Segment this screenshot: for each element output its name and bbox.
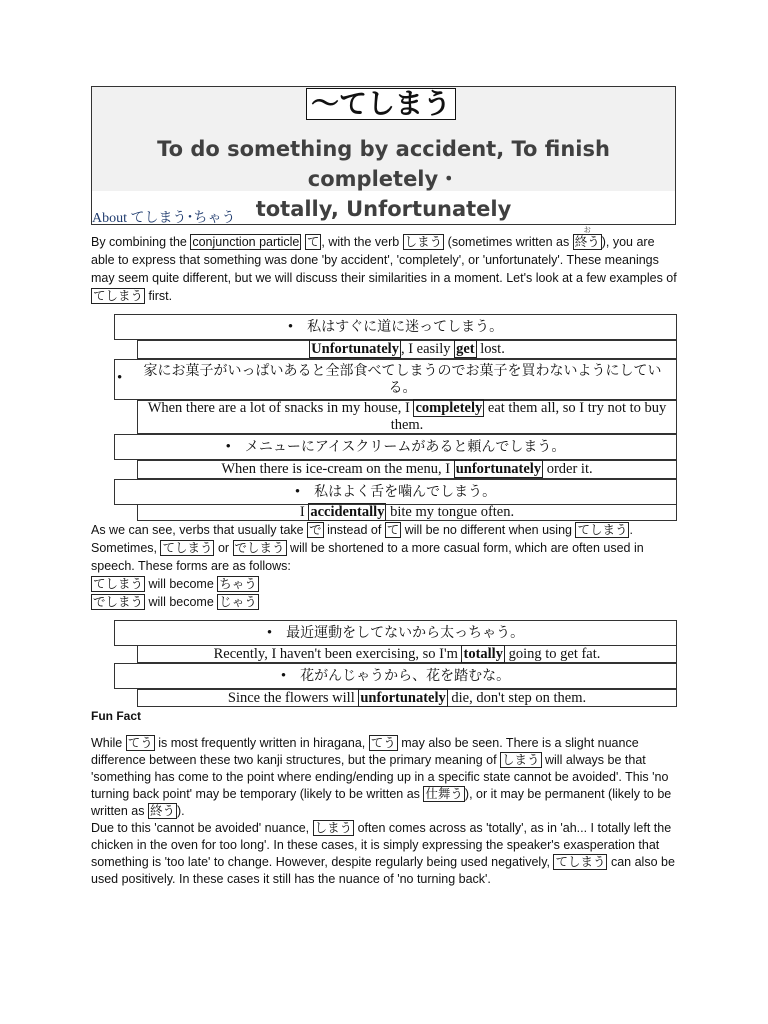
kana: う [587, 235, 600, 249]
en-text: bite my tongue often. [386, 504, 515, 520]
example-jp-row [114, 314, 677, 340]
term-jau[interactable]: じゃう [219, 595, 257, 609]
example-jp-row [114, 479, 677, 505]
bullet: • [294, 483, 301, 500]
casual-text: will be shortened to a more casual form, which are often used in speech. These forms are as follows: [91, 541, 644, 573]
subtitle-line-1: To do something by accident, To finish completely・ [157, 137, 610, 191]
example-jp[interactable]: 最近運動をしてないから太っちゃう。 [286, 624, 525, 641]
term-teshimau[interactable]: てしまう [577, 523, 628, 537]
funfact-heading: Fun Fact [91, 709, 141, 723]
term-shimau[interactable]: しまう [502, 753, 540, 767]
bullet: • [117, 370, 123, 386]
example-en [300, 504, 514, 521]
en-text: , I easily [400, 341, 455, 357]
example-jp-row [114, 434, 677, 460]
term-shimau-kanji[interactable]: 仕舞う [425, 787, 463, 801]
example-en-row [137, 400, 677, 434]
term-te[interactable]: て [306, 235, 320, 249]
example-en-row [137, 460, 677, 479]
example-en-row [137, 689, 677, 707]
example-jp[interactable]: メニューにアイスクリームがあると頼んでしまう。 [244, 438, 566, 455]
example-jp-row [114, 359, 677, 400]
term-shimau[interactable]: しまう [404, 235, 443, 249]
funfact-text: ). [176, 804, 185, 818]
emphasis-word: accidentally [310, 504, 385, 520]
casual-text: . Sometimes, [91, 523, 633, 555]
page-title: 〜てしまう [306, 88, 456, 120]
casual-text: will become [145, 577, 218, 591]
example-jp[interactable]: 家にお菓子がいっぱいあると全部食べてしまうのでお菓子を買わないようにしている。 [143, 362, 662, 396]
example-jp-row [114, 663, 677, 689]
example-en [228, 690, 586, 707]
example-jp[interactable]: 私はすぐに道に迷ってしまう。 [307, 318, 504, 335]
term-deshimau[interactable]: でしまう [234, 541, 285, 555]
term-deshimau[interactable]: でしまう [93, 595, 144, 609]
example-en [309, 341, 505, 358]
intro-text: first. [145, 289, 173, 303]
casual-text: will become [145, 595, 218, 609]
intro-paragraph [91, 227, 681, 305]
example-jp-row [114, 620, 677, 646]
en-text: going to get fat. [504, 645, 601, 662]
term-oshimau[interactable]: 終う [149, 804, 175, 818]
term-teshimau[interactable]: てしまう [93, 289, 144, 303]
lesson-header [91, 86, 676, 225]
emphasis-word: unfortunately [360, 689, 446, 706]
funfact-paragraph [91, 735, 681, 888]
intro-text: By combining the [91, 235, 191, 249]
term-chau[interactable]: ちゃう [219, 577, 257, 591]
term-oshimau[interactable] [573, 227, 602, 250]
subtitle-line-2: totally, Unfortunately [255, 197, 512, 221]
en-text: When there are a lot of snacks in my house, I [147, 400, 414, 416]
example-jp[interactable]: 私はよく舌を噛んでしまう。 [314, 483, 497, 500]
bullet: • [266, 624, 273, 641]
term-te[interactable]: て [386, 523, 400, 537]
funfact-text: While [91, 736, 126, 750]
en-text: eat them all, so I try not to buy them. [390, 400, 667, 433]
about-link[interactable]: About てしまう･ちゃう [92, 211, 236, 226]
example-en-row [137, 645, 677, 663]
en-text: When there is ice-cream on the menu, I [221, 461, 454, 477]
ruby-text: お [583, 227, 591, 234]
emphasis-word: get [456, 341, 475, 357]
example-en [221, 461, 592, 478]
example-en [214, 646, 601, 663]
emphasis-word: totally [463, 645, 503, 662]
emphasis-word: unfortunately [455, 461, 542, 477]
casual-text: or [214, 541, 233, 555]
en-text: Since the flowers will [227, 689, 359, 706]
funfact-text: will always be that 'something has come to the point where ending/ending up in a specific state cannot be avoided'. This 'no turning back point' may be temporary (likely to be written as [91, 753, 669, 801]
term-teu[interactable]: てう [127, 736, 153, 750]
intro-text: ), you are able to express that something was done 'by accident', 'completely', or 'unfortunately'. These meanings may seem quite different, but we will discuss their similarities in a moment. Let's look at a few examples of [91, 235, 677, 285]
intro-text: , with the verb [321, 235, 403, 249]
example-en-row [137, 340, 677, 359]
en-text: order it. [543, 461, 593, 477]
term-teshimau[interactable]: てしまう [93, 577, 144, 591]
funfact-text: often comes across as 'totally', as in 'ah... I totally left the chicken in the oven for too long'. In these cases, it is simply expressing the speaker's exasperation that something is 'too late' to change. However, despite regularly being used negatively, [91, 821, 672, 869]
bullet: • [225, 438, 231, 455]
term-teu[interactable]: てう [370, 736, 396, 750]
example-en [138, 400, 676, 434]
intro-text: (sometimes written as [444, 235, 573, 249]
casual-text: will be no different when using [401, 523, 576, 537]
emphasis-word: Unfortunately [311, 341, 399, 357]
funfact-text: may also be seen. There is a slight nuance difference between these two kanji structures, but the primary meaning of [91, 736, 639, 767]
en-text: die, don't step on them. [447, 689, 587, 706]
funfact-text: is most frequently written in hiragana, [154, 736, 369, 750]
kanji: 終 [574, 235, 588, 249]
casual-text: As we can see, verbs that usually take [91, 523, 308, 537]
casual-text: instead of [323, 523, 385, 537]
funfact-text: can also be used positively. In these cases it still has the nuance of 'no turning back'. [91, 855, 675, 886]
term-de[interactable]: で [309, 523, 322, 537]
funfact-text: ), or it may be permanent (likely to be written as [91, 787, 672, 818]
en-text: Recently, I haven't been exercising, so I'm [213, 645, 462, 662]
term-teshimau[interactable]: てしまう [555, 855, 606, 869]
term-shimau[interactable]: しまう [314, 821, 353, 835]
en-text: I [299, 504, 309, 520]
example-en-row [137, 504, 677, 521]
term-teshimau[interactable]: てしまう [162, 541, 213, 555]
emphasis-word: completely [415, 400, 483, 416]
bullet: • [280, 667, 287, 684]
term-conjunction-particle[interactable]: conjunction particle [192, 235, 300, 249]
funfact-text: Due to this 'cannot be avoided' nuance, [91, 821, 313, 835]
casual-paragraph [91, 521, 681, 611]
bullet: • [287, 318, 294, 335]
example-jp[interactable]: 花がんじゃうから、花を踏むな。 [300, 667, 511, 684]
en-text: lost. [476, 341, 505, 357]
